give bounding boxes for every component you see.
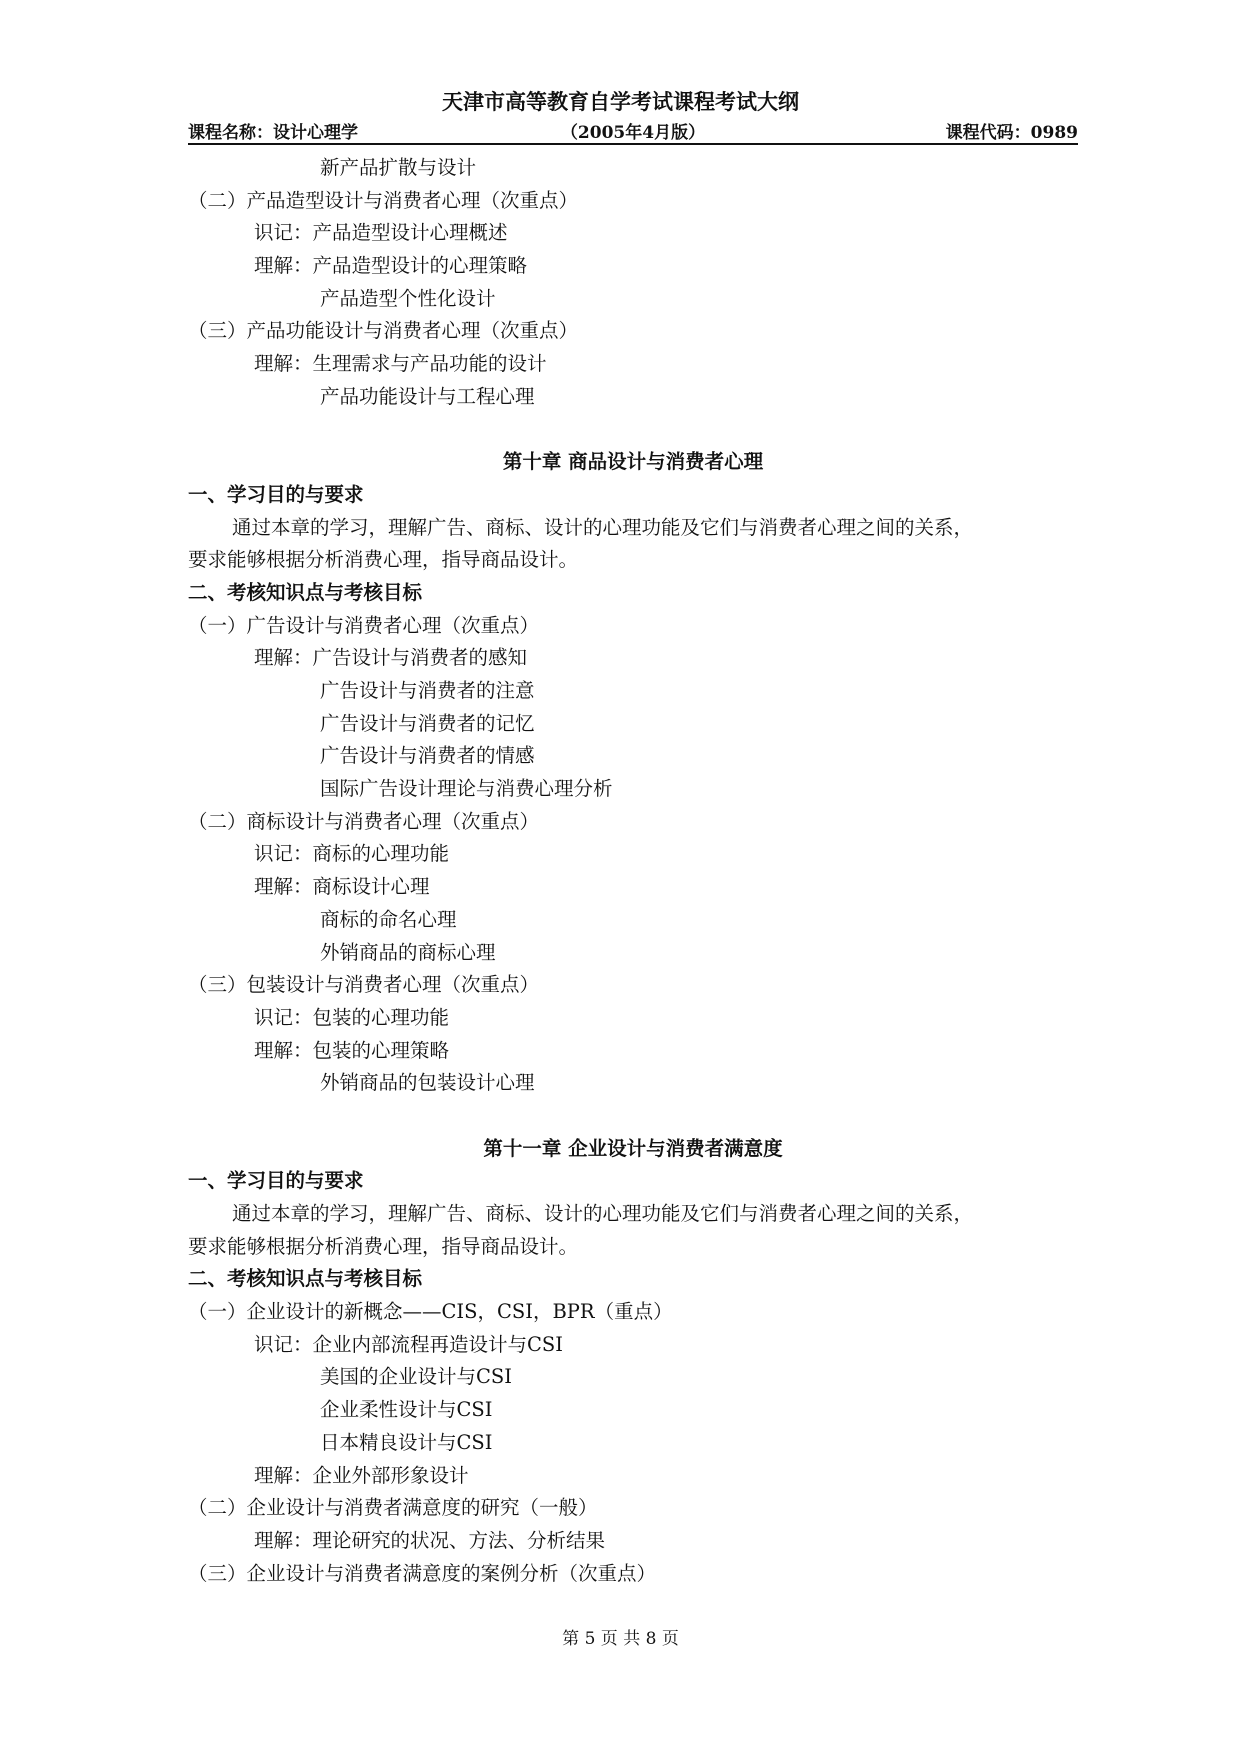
text-line: （二）企业设计与消费者满意度的研究（一般）	[188, 1496, 598, 1520]
page-number: 第 5 页 共 8 页	[562, 1629, 679, 1649]
text-line: 通过本章的学习，理解广告、商标、设计的心理功能及它们与消费者心理之间的关系，	[232, 515, 974, 539]
section-heading: 二、考核知识点与考核目标	[188, 580, 423, 604]
course-code: 课程代码：0989	[945, 123, 1078, 143]
text-line: 国际广告设计理论与消费心理分析	[320, 777, 613, 801]
text-line: 外销商品的包装设计心理	[320, 1071, 535, 1095]
text-line: 要求能够根据分析消费心理，指导商品设计。	[188, 1234, 579, 1258]
chapter-heading: 第十章 商品设计与消费者心理	[502, 450, 764, 474]
text-line: 广告设计与消费者的情感	[320, 744, 535, 768]
text-line: （三）企业设计与消费者满意度的案例分析（次重点）	[188, 1561, 657, 1585]
header-rule	[188, 143, 1078, 145]
text-line: （二）商标设计与消费者心理（次重点）	[188, 809, 540, 833]
text-line: 美国的企业设计与CSI	[320, 1365, 512, 1389]
text-line: 产品功能设计与工程心理	[320, 384, 535, 408]
edition-label: （2005年4月版）	[560, 123, 706, 143]
document-body	[188, 152, 1078, 1590]
text-line: 通过本章的学习，理解广告、商标、设计的心理功能及它们与消费者心理之间的关系，	[232, 1202, 974, 1225]
section-heading: 一、学习目的与要求	[188, 1169, 364, 1193]
text-line: 企业柔性设计与CSI	[320, 1398, 493, 1422]
text-line: 识记：包装的心理功能	[254, 1005, 450, 1029]
text-line: （一）广告设计与消费者心理（次重点）	[188, 613, 540, 637]
text-line: 广告设计与消费者的记忆	[320, 711, 535, 735]
text-line: （二）产品造型设计与消费者心理（次重点）	[188, 188, 579, 212]
chapter-heading: 第十一章 企业设计与消费者满意度	[483, 1136, 783, 1160]
text-line: 日本精良设计与CSI	[320, 1430, 493, 1454]
text-line: 理解：企业外部形象设计	[254, 1463, 469, 1487]
header-info-row	[188, 116, 1078, 142]
section-heading: 二、考核知识点与考核目标	[188, 1267, 423, 1291]
text-line: 理解：生理需求与产品功能的设计	[254, 352, 547, 376]
document-title: 天津市高等教育自学考试课程考试大纲	[442, 89, 799, 114]
section-heading: 一、学习目的与要求	[188, 482, 364, 506]
text-line: 理解：包装的心理策略	[254, 1038, 450, 1062]
text-line: （三）产品功能设计与消费者心理（次重点）	[188, 319, 579, 343]
text-line: （三）包装设计与消费者心理（次重点）	[188, 973, 540, 997]
text-line: 识记：企业内部流程再造设计与CSI	[254, 1332, 563, 1356]
text-line: 理解：产品造型设计的心理策略	[254, 254, 528, 278]
text-line: 广告设计与消费者的注意	[320, 679, 535, 702]
text-line: 新产品扩散与设计	[320, 156, 477, 179]
text-line: 理解：商标设计心理	[254, 875, 430, 899]
text-line: 要求能够根据分析消费心理，指导商品设计。	[188, 548, 579, 572]
text-line: 产品造型个性化设计	[320, 286, 496, 310]
text-line: 理解：理论研究的状况、方法、分析结果	[254, 1528, 606, 1552]
text-line: 商标的命名心理	[320, 907, 457, 931]
text-line: 识记：商标的心理功能	[254, 842, 450, 866]
spacer	[188, 414, 1078, 447]
text-line: （一）企业设计的新概念——CIS，CSI，BPR（重点）	[188, 1300, 673, 1324]
text-line: 识记：产品造型设计心理概述	[254, 221, 508, 245]
text-line: 理解：广告设计与消费者的感知	[254, 646, 528, 670]
spacer	[188, 1100, 1078, 1133]
course-name: 课程名称：设计心理学	[188, 123, 358, 143]
text-line: 外销商品的商标心理	[320, 940, 496, 964]
